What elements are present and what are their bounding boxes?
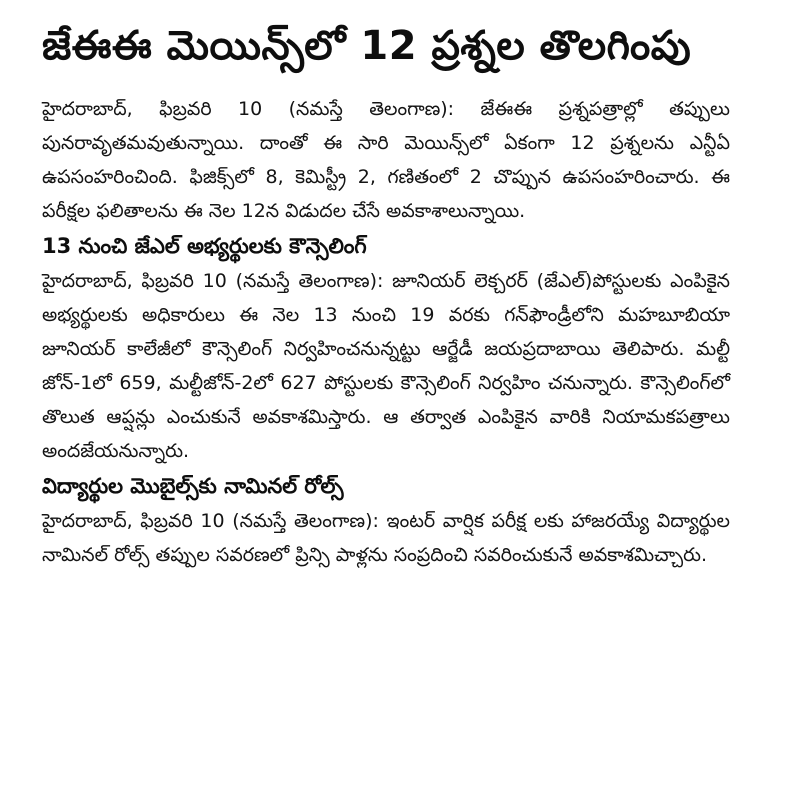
headline: జేఈఈ మెయిన్స్‌లో 12 ప్రశ్నల తొలగింపు — [42, 23, 692, 69]
story-jee-mains — [42, 92, 730, 228]
story-subhead: 13 నుంచి జేఎల్ అభ్యర్థులకు కౌన్సెలింగ్ — [42, 234, 367, 258]
story-jl-counselling — [42, 228, 730, 468]
story-body: హైదరాబాద్, ఫిబ్రవరి 10 (నమస్తే తెలంగాణ): జూనియర్ లెక్చరర్ (జేఎల్)పోస్టులకు ఎంపికైన అభ్యర్థులకు అధికారులు ఈ నెల 13 నుంచి 19 వరకు గన్‌ఫౌండ్రీలోని మహబూబియా జూనియర్ కాలేజీలో కౌన్సెలింగ్ నిర్వహించనున్నట్టు ఆర్జేడీ జయప్రదాబాయి తెలిపారు. మల్టీ జోన్-1లో 659, మల్టీజోన్-2లో 627 పోస్టులకు కౌన్సెలింగ్ నిర్వహిం చనున్నారు. కౌన్సెలింగ్‌లో తొలుత ఆప్షన్లు ఎంచుకునే అవకాశమిస్తారు. ఆ తర్వాత ఎంపికైన వారికి నియామకపత్రాలు అందజేయనున్నారు. — [42, 270, 730, 462]
story-body: హైదరాబాద్, ఫిబ్రవరి 10 (నమస్తే తెలంగాణ): ఇంటర్ వార్షిక పరీక్ష లకు హాజరయ్యే విద్యార్థుల నామినల్ రోల్స్ తప్పుల సవరణలో ప్రిన్సి పాళ్లను సంప్రదించి సవరించుకునే అవకాశమిచ్చారు. — [42, 510, 730, 566]
story-subhead: విద్యార్థుల మొబైల్స్‌కు నామినల్ రోల్స్ — [42, 474, 344, 498]
story-body: హైదరాబాద్, ఫిబ్రవరి 10 (నమస్తే తెలంగాణ): జేఈఈ ప్రశ్నపత్రాల్లో తప్పులు పునరావృతమవుతున్నాయి. దాంతో ఈ సారి మెయిన్స్‌లో ఏకంగా 12 ప్రశ్నలను ఎన్టీఏ ఉపసంహరించింది. ఫిజిక్స్‌లో 8, కెమిస్ట్రీ 2, గణితంలో 2 చొప్పున ఉపసంహరించారు. ఈ పరీక్షల ఫలితాలను ఈ నెల 12న విడుదల చేసే అవకాశాలున్నాయి. — [42, 98, 730, 222]
story-nominal-rolls — [42, 468, 730, 572]
